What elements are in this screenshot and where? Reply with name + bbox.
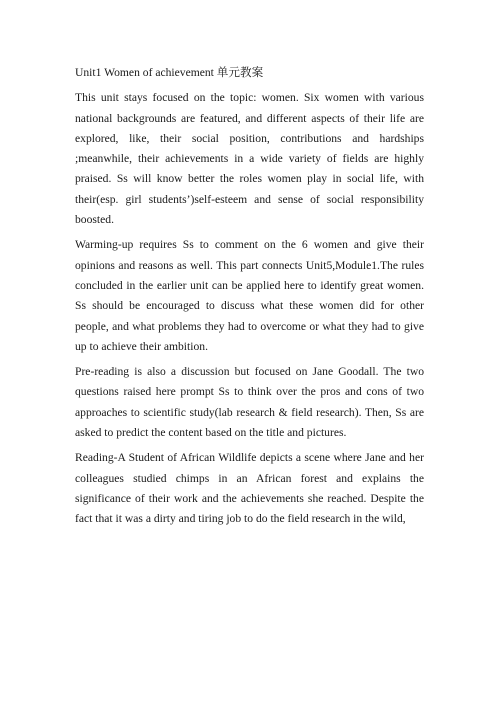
paragraph-intro: This unit stays focused on the topic: women. Six women with various national backgrounds are featured, and different aspects of their life are explored, like, their social position, contributions and hardships ;meanwhile, their achievements in a wide variety of fields are highly praised. Ss will know better the roles women play in social life, with their(esp. girl students’)self-esteem and sense of social responsibility boosted.: [75, 91, 424, 227]
document-body: [75, 63, 424, 535]
paragraph-reading: Reading-A Student of African Wildlife depicts a scene where Jane and her colleagues studied chimps in an African forest and explains the significance of their work and the achievements she reached. Despite the fact that it was a dirty and tiring job to do the field research in the wild,: [75, 451, 424, 526]
document-title: Unit1 Women of achievement 单元教案: [75, 66, 264, 79]
paragraph-pre-reading: Pre-reading is also a discussion but focused on Jane Goodall. The two questions raised here prompt Ss to think over the pros and cons of two approaches to scientific study(lab research & field research). Then, Ss are asked to predict the content based on the title and pictures.: [75, 365, 424, 440]
paragraph-warming-up: Warming-up requires Ss to comment on the 6 women and give their opinions and reasons as well. This part connects Unit5,Module1.The rules concluded in the earlier unit can be applied here to identify great women. Ss should be encouraged to discuss what these women did for other people, and what problems they had to overcome or what they had to give up to achieve their ambition.: [75, 238, 424, 353]
